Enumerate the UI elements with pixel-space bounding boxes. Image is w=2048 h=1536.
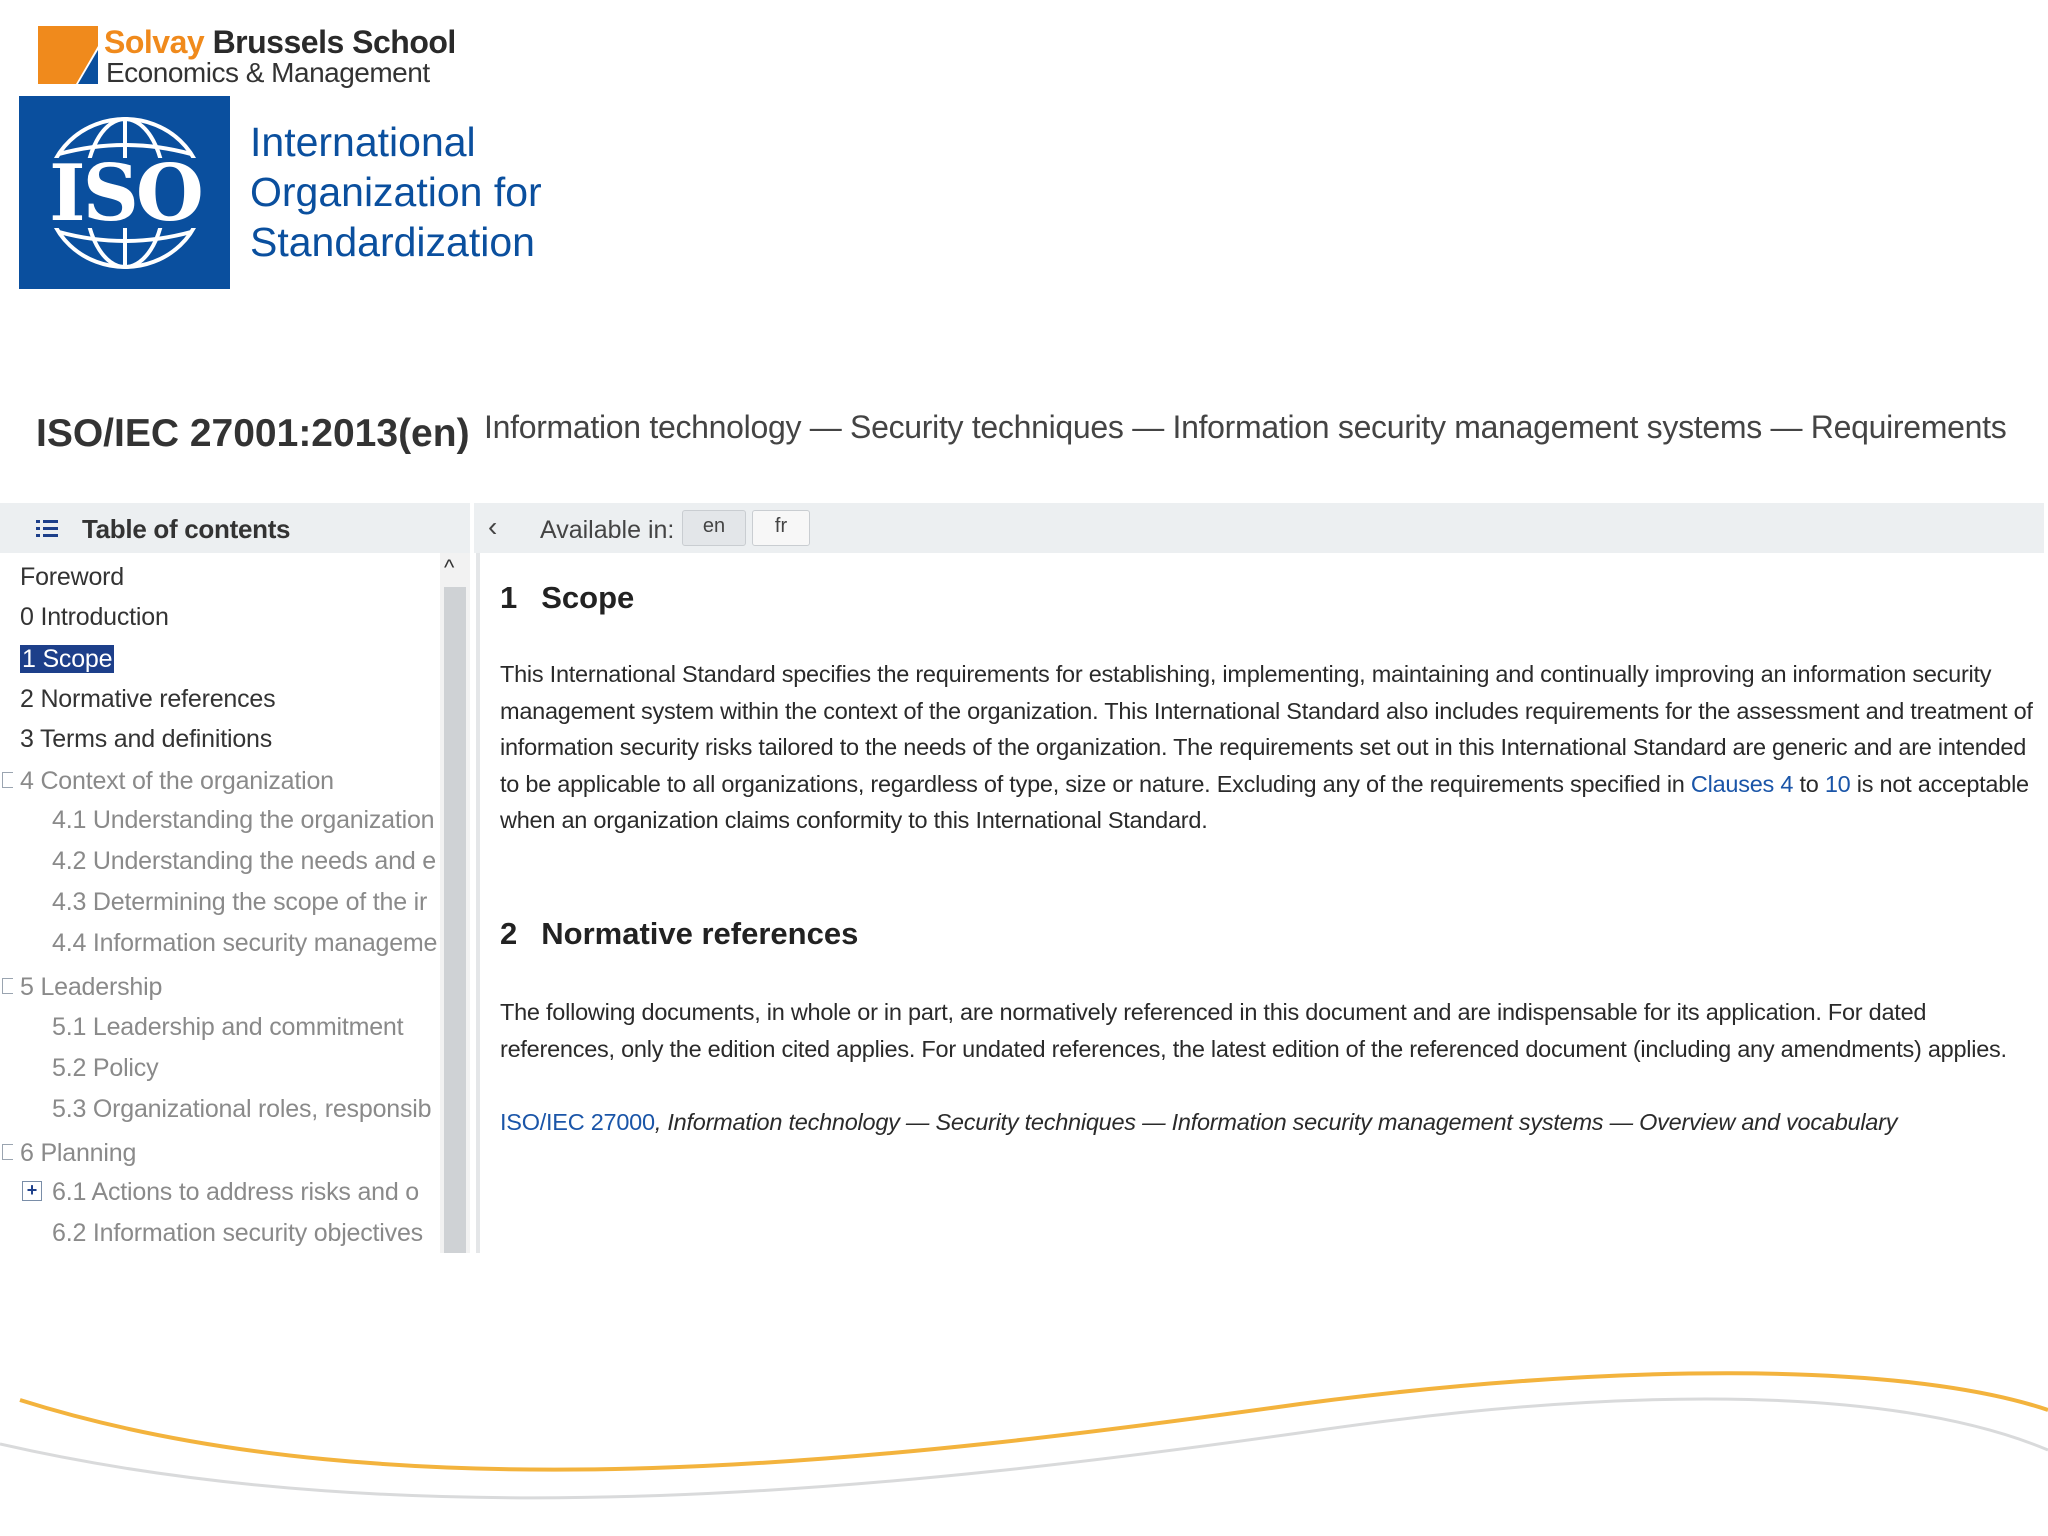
toc-list (0, 553, 440, 1253)
toc-header (0, 503, 470, 553)
list-icon (36, 519, 58, 539)
solvay-name: Solvay (104, 24, 205, 60)
section-heading-scope: 1 Scope (500, 580, 635, 615)
toc-item-6-2[interactable]: 6.2 Information security objectives (52, 1219, 423, 1247)
tree-expanded-icon[interactable] (2, 978, 13, 994)
tree-expanded-icon[interactable] (2, 1144, 13, 1160)
iso-org-line-1: International (250, 119, 476, 165)
solvay-title (104, 24, 456, 60)
toc-item-4-2[interactable]: 4.2 Understanding the needs and e (52, 847, 436, 875)
tree-expanded-icon[interactable] (2, 772, 13, 788)
iso-logo (19, 96, 230, 289)
toc-item-scope[interactable]: 1 Scope (22, 645, 113, 673)
toc-item-4-4[interactable]: 4.4 Information security manageme (52, 929, 438, 957)
scope-paragraph: This International Standard specifies the requirements for establishing, implementing, maintaining and continually improving an information security management system within the context of the organization. This International Standard also includes requirements for the assessment and treatment of information security risks tailored to the needs of the organization. The requirements set out in this International Standard are generic and are intended to be applicable to all organizations, regardless of type, size or nature. Excluding any of the requirements specified in Clauses 4 to 10 is not acceptable when an organization claims conformity to this International Standard. (500, 661, 2033, 833)
section-heading-normative-references: 2 Normative references (500, 916, 859, 951)
available-in-label: Available in: (540, 516, 675, 544)
document-code: ISO/IEC 27001:2013(en) (36, 412, 470, 455)
toc-item-5-2[interactable]: 5.2 Policy (52, 1054, 159, 1082)
toc-item-planning[interactable]: 6 Planning (20, 1139, 137, 1167)
collapse-toc-icon[interactable]: ‹ (488, 511, 498, 542)
toc-item-5-1[interactable]: 5.1 Leadership and commitment (52, 1013, 404, 1041)
iso-abbrev: ISO (49, 148, 201, 239)
iso-27000-link[interactable]: ISO/IEC 27000 (500, 1109, 655, 1135)
solvay-logo (38, 24, 456, 90)
normative-reference-entry: ISO/IEC 27000, Information technology — Security techniques — Information security management systems — Overview and vocabulary (500, 1109, 1898, 1135)
school-name: Brussels School (212, 24, 456, 60)
iso-organization-name (250, 117, 542, 267)
panel-divider (476, 553, 480, 1253)
iso-globe-icon (19, 96, 230, 289)
normative-paragraph: The following documents, in whole or in part, are normatively referenced in this document and are indispensable for its application. For dated references, only the edition cited applies. For undated references, the latest edition of the referenced document (including any amendments) applies. (500, 999, 2007, 1062)
toc-item-4-1[interactable]: 4.1 Understanding the organization (52, 806, 435, 834)
iso-org-line-3: Standardization (250, 219, 535, 265)
toc-item-normative-references[interactable]: 2 Normative references (20, 685, 276, 713)
decorative-swoosh (0, 1340, 2048, 1536)
toc-item-4-3[interactable]: 4.3 Determining the scope of the ir (52, 888, 428, 916)
scroll-up-icon[interactable]: ^ (444, 555, 455, 580)
toc-item-foreword[interactable]: Foreword (20, 563, 124, 591)
clauses-4-link[interactable]: Clauses 4 (1690, 770, 1794, 797)
toc-title: Table of contents (82, 514, 291, 544)
content-toolbar (474, 503, 2044, 553)
document-title (36, 409, 2036, 462)
scrollbar-thumb[interactable] (444, 587, 466, 1253)
document-description: Information technology — Security techniques — Information security management systems — Requirements (484, 409, 2007, 445)
language-fr-button[interactable]: fr (752, 510, 810, 546)
iso-org-line-2: Organization for (250, 169, 542, 215)
toc-item-context[interactable]: 4 Context of the organization (20, 767, 334, 795)
language-en-button[interactable]: en (682, 510, 746, 546)
toc-scrollbar[interactable] (440, 553, 470, 1253)
toc-item-leadership[interactable]: 5 Leadership (20, 973, 163, 1001)
school-subtitle: Economics & Management (106, 57, 430, 88)
toc-item-introduction[interactable]: 0 Introduction (20, 603, 169, 631)
solvay-mark-icon (38, 26, 98, 84)
toc-item-6-1[interactable]: 6.1 Actions to address risks and o (52, 1178, 420, 1206)
expand-plus-icon[interactable]: + (22, 1181, 42, 1201)
toc-item-5-3[interactable]: 5.3 Organizational roles, responsib (52, 1095, 432, 1123)
toc-item-terms[interactable]: 3 Terms and definitions (20, 725, 273, 753)
clause-10-link[interactable]: 10 (1824, 770, 1851, 797)
